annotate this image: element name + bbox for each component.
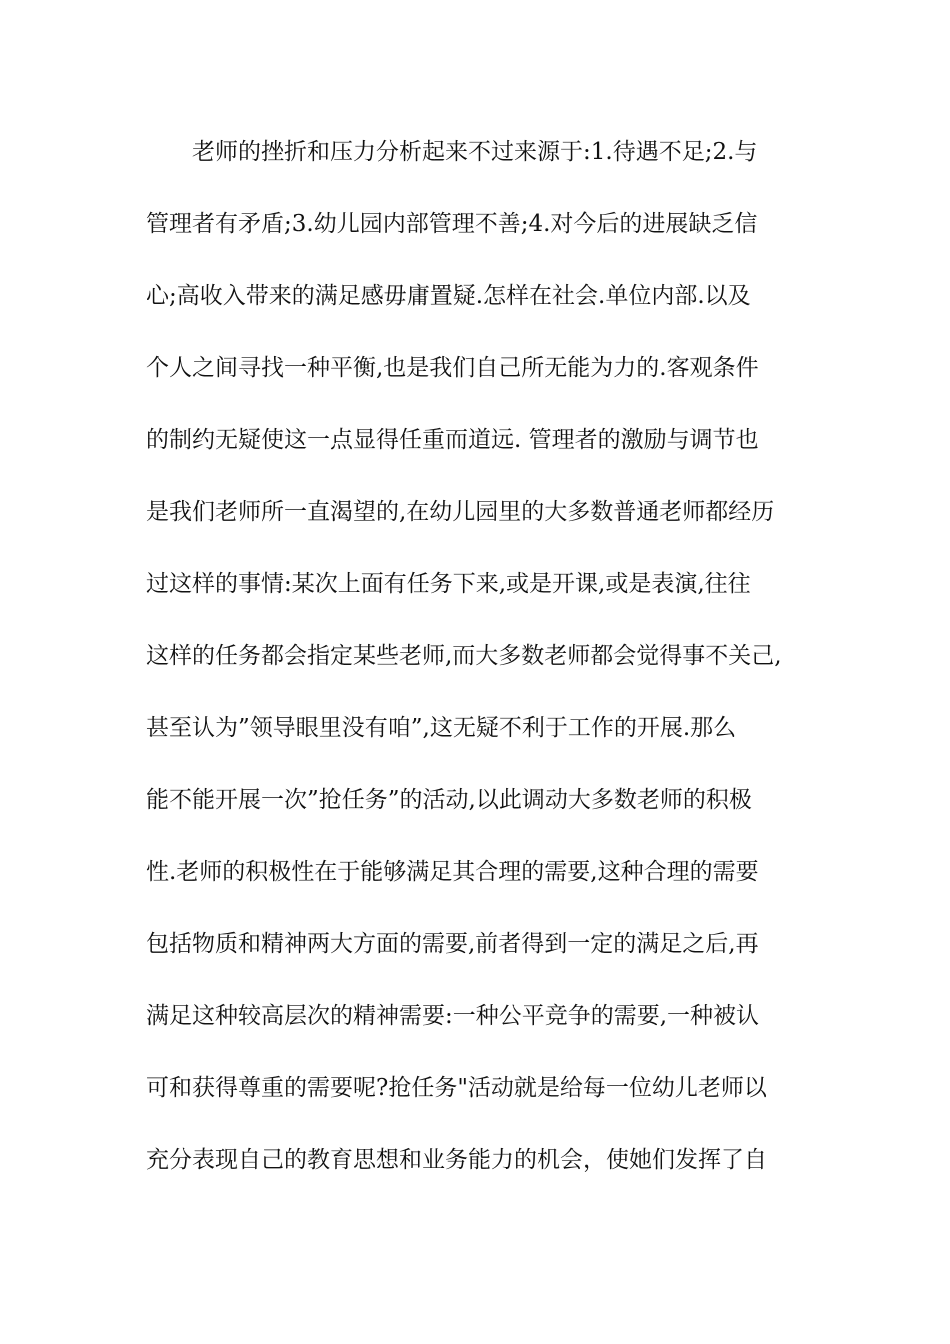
- text-line: 老师的挫折和压力分析起来不过来源于:1.待遇不足;2.与: [192, 139, 758, 165]
- text-line: 甚至认为”领导眼里没有咱”,这无疑不利于工作的开展.那么: [146, 715, 737, 741]
- body-paragraph: [146, 130, 816, 1210]
- text-line: 性.老师的积极性在于能够满足其合理的需要,这种合理的需要: [146, 859, 759, 885]
- text-line: 过这样的事情:某次上面有任务下来,或是开课,或是表演,往往: [146, 571, 751, 597]
- text-line: 心;高收入带来的满足感毋庸置疑.怎样在社会.单位内部.以及: [146, 283, 751, 309]
- text-line: 个人之间寻找一种平衡,也是我们自己所无能为力的.客观条件: [146, 355, 759, 381]
- text-line: 包括物质和精神两大方面的需要,前者得到一定的满足之后,再: [146, 931, 759, 957]
- text-line: 的制约无疑使这一点显得任重而道远. 管理者的激励与调节也: [146, 427, 759, 453]
- text-line: 是我们老师所一直渴望的,在幼儿园里的大多数普通老师都经历: [146, 499, 775, 525]
- text-line: 能不能开展一次”抢任务”的活动,以此调动大多数老师的积极: [146, 787, 752, 813]
- text-line: 这样的任务都会指定某些老师,而大多数老师都会觉得事不关己,: [146, 643, 782, 669]
- text-line: 管理者有矛盾;3.幼儿园内部管理不善;4.对今后的进展缺乏信: [146, 211, 758, 237]
- text-line: 充分表现自己的教育思想和业务能力的机会，使她们发挥了自: [146, 1147, 767, 1173]
- text-line: 可和获得尊重的需要呢?抢任务"活动就是给每一位幼儿老师以: [146, 1075, 767, 1101]
- text-line: 满足这种较高层次的精神需要:一种公平竞争的需要,一种被认: [146, 1003, 760, 1029]
